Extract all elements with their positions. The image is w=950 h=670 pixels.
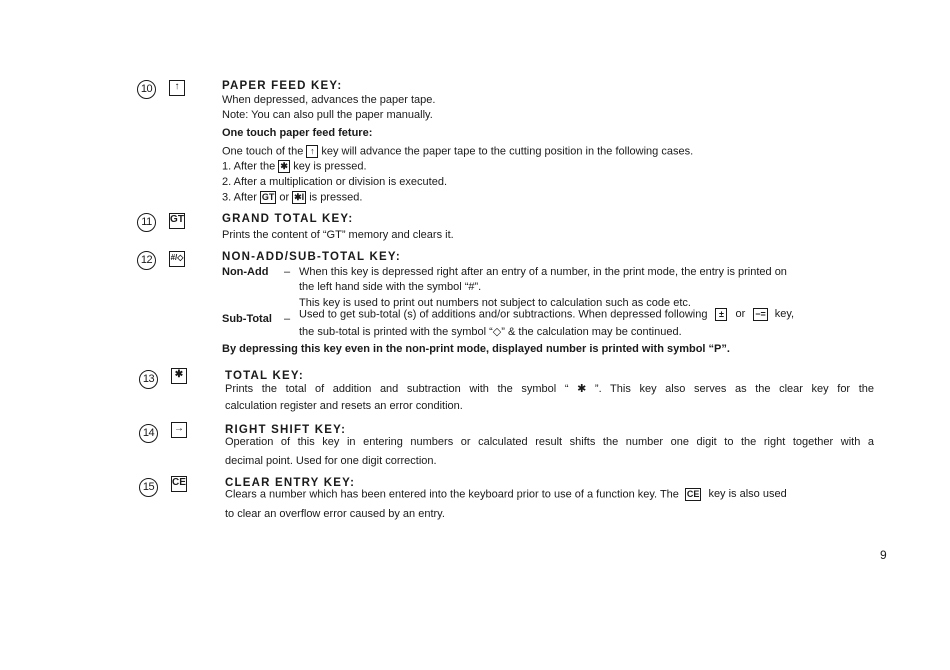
total-key-line-2: calculation register and resets an error condition. [225,400,463,412]
non-add-line-1: When this key is depressed right after an entry of a number, in the print mode, the entry is printed on [299,266,787,278]
clear-entry-heading: CLEAR ENTRY KEY: [225,477,356,489]
list-item-3 [222,191,362,204]
paper-feed-key-icon: ↑ [169,80,185,96]
section-number-13: 13 [139,370,158,389]
right-shift-key-icon: → [171,422,187,438]
one-touch-text-a: One touch of the [222,145,304,158]
list-item-1-text-a: 1. After the [222,160,276,173]
section-number-10: 10 [137,80,156,99]
one-touch-line [222,145,693,158]
paper-feed-subheading: One touch paper feed feture: [222,127,373,139]
list-item-1-text-b: key is pressed. [293,160,367,173]
sub-total-or: or [735,308,746,321]
gt-key-icon: GT [169,213,185,229]
gt-key-inline-icon: GT [261,192,275,202]
right-shift-line-2: decimal point. Used for one digit correction. [225,455,437,467]
non-add-dash: – [284,266,291,278]
total-i-key-inline-icon: ✱I [294,192,305,202]
non-print-mode-note: By depressing this key even in the non-print mode, displayed number is printed with symbol “P”. [222,343,730,355]
list-item-3-text-a: 3. After [222,191,257,204]
list-item-3-text-b: is pressed. [309,191,363,204]
clear-entry-line-1 [225,488,787,501]
clear-entry-line-1-a: Clears a number which has been entered into the keyboard prior to use of a function key. The [225,488,679,501]
list-item-1 [222,160,367,173]
section-number-11: 11 [137,213,156,232]
paper-feed-heading: PAPER FEED KEY: [222,80,343,92]
page-number: 9 [880,548,887,562]
sub-total-line-1-a: Used to get sub-total (s) of additions and/or subtractions. When depressed following [299,308,708,321]
grand-total-heading: GRAND TOTAL KEY: [222,213,354,225]
paper-feed-line-1: When depressed, advances the paper tape. [222,94,436,106]
section-number-15: 15 [139,478,158,497]
right-shift-line-1: Operation of this key in entering numbers or calculated result shifts the number one digit to the right together with a [225,436,874,448]
total-key-heading: TOTAL KEY: [225,370,304,382]
clear-entry-line-2: to clear an overflow error caused by an entry. [225,508,445,520]
ce-key-inline-icon: CE [686,489,700,499]
paper-feed-line-2: Note: You can also pull the paper manually. [222,109,433,121]
non-add-line-3: This key is used to print out numbers not subject to calculation such as code etc. [299,297,691,309]
clear-entry-key-icon: CE [171,476,187,492]
list-item-2: 2. After a multiplication or division is executed. [222,176,448,188]
clear-entry-line-1-b: key is also used [708,488,787,501]
non-add-key-icon: #/◇ [169,251,185,267]
total-key-icon: ✱ [171,368,187,384]
grand-total-line-1: Prints the content of “GT” memory and clears it. [222,229,454,241]
right-shift-heading: RIGHT SHIFT KEY: [225,424,347,436]
paper-feed-key-inline-icon: ↑ [306,145,318,158]
list-item-3-or: or [279,191,290,204]
total-key-line-1: Prints the total of addition and subtraction with the symbol “ ✱ ”. This key also serves as the clear key for the [225,383,874,395]
section-number-12: 12 [137,251,156,270]
plus-equal-key-inline-icon: ± [715,308,727,321]
minus-equal-key-inline-icon: −= [755,309,766,319]
section-number-14: 14 [139,424,158,443]
sub-total-line-2: the sub-total is printed with the symbol “◇” & the calculation may be continued. [299,326,682,338]
total-key-inline-icon: ✱ [278,160,290,173]
sub-total-line-1 [299,308,794,321]
sub-total-term: Sub-Total [222,313,272,325]
one-touch-text-b: key will advance the paper tape to the cutting position in the following cases. [321,145,694,158]
non-add-line-2: the left hand side with the symbol “#”. [299,281,482,293]
non-add-term: Non-Add [222,266,269,278]
non-add-heading: NON-ADD/SUB-TOTAL KEY: [222,251,401,263]
sub-total-dash: – [284,313,291,325]
sub-total-line-1-b: key, [774,308,795,321]
